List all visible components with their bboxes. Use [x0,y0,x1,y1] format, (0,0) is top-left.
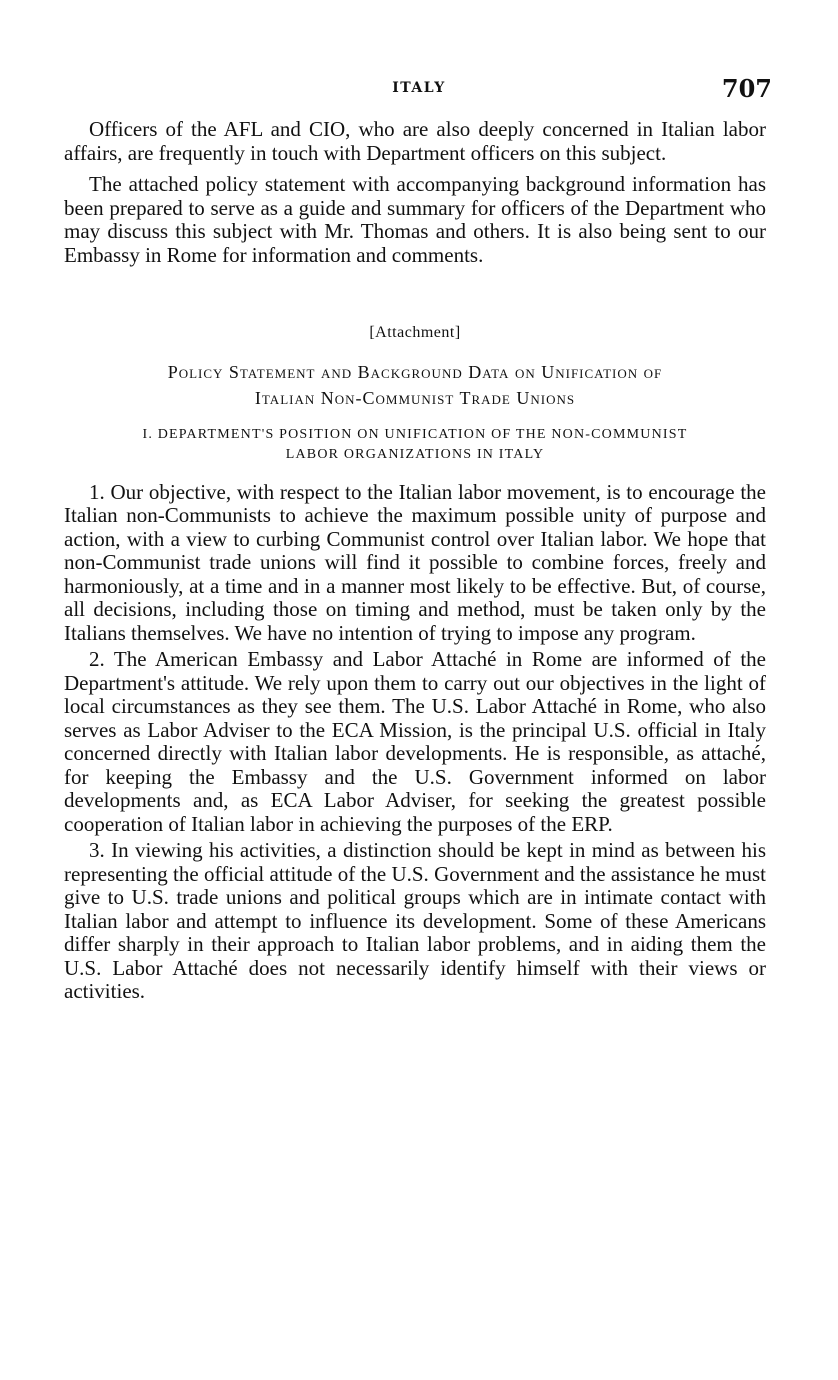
section-heading-line-2: LABOR ORGANIZATIONS IN ITALY [285,446,545,462]
numbered-paragraph-2: 2. The American Embassy and Labor Attaché in Rome are informed of the Department's attitude. We rely upon them to carry out our objectives in the light of local circumstances as they see them. The U.S. Labor Attaché in Rome, who also serves as Labor Adviser to the ECA Mission, is the principal U.S. official in Italy concerned directly with Italian labor developments. He is responsible, as attaché, for keeping the Embassy and the U.S. Government informed on labor developments and, as ECA Labor Adviser, for seeking the greatest possible cooperation of Italian labor in achieving the purposes of the ERP. [64,647,766,836]
section-heading-line-1: I. DEPARTMENT'S POSITION ON UNIFICATION OF THE NON-COMMUNIST [142,426,688,442]
spacer [64,275,766,321]
page-number: 707 [721,74,772,103]
intro-paragraph-2: The attached policy statement with accompanying background information has been prepared to serve as a guide and summary for officers of the Department who may discuss this subject with Mr. Thomas and others. It is also being sent to our Embassy in Rome for information and comments. [64,172,766,267]
intro-paragraph-1: Officers of the AFL and CIO, who are also deeply concerned in Italian labor affairs, are frequently in touch with Department officers on this subject. [64,117,766,165]
running-header [66,74,772,110]
numbered-paragraph-1: 1. Our objective, with respect to the Italian labor movement, is to encourage the Italian non-Communists to achieve the maximum possible unity of purpose and action, with a view to curbing Communist control over Italian labor. We hope that non-Communist trade unions will find it possible to combine forces, freely and harmoniously, at a time and in a manner most likely to be effective. But, of course, all decisions, including those on timing and method, must be taken only by the Italians themselves. We have no intention of trying to impose any program. [64,479,766,645]
running-title: ITALY [392,80,446,96]
attachment-label: [Attachment] [369,324,461,341]
section-heading [64,425,766,465]
page-content [64,118,766,1007]
attachment-title [64,359,766,411]
attachment-title-line-2: Italian Non-Communist Trade Unions [254,387,576,408]
attachment-title-line-1: Policy Statement and Background Data on Unification of [167,361,663,382]
numbered-paragraph-3: 3. In viewing his activities, a distinction should be kept in mind as between his representing the official attitude of the U.S. Government and the assistance he must give to U.S. trade unions and political groups which are in intimate contact with Italian labor and attempt to influence its development. Some of these Americans differ sharply in their approach to Italian labor problems, and in aiding them the U.S. Labor Attaché does not necessarily identify himself with their views or activities. [64,838,766,1003]
